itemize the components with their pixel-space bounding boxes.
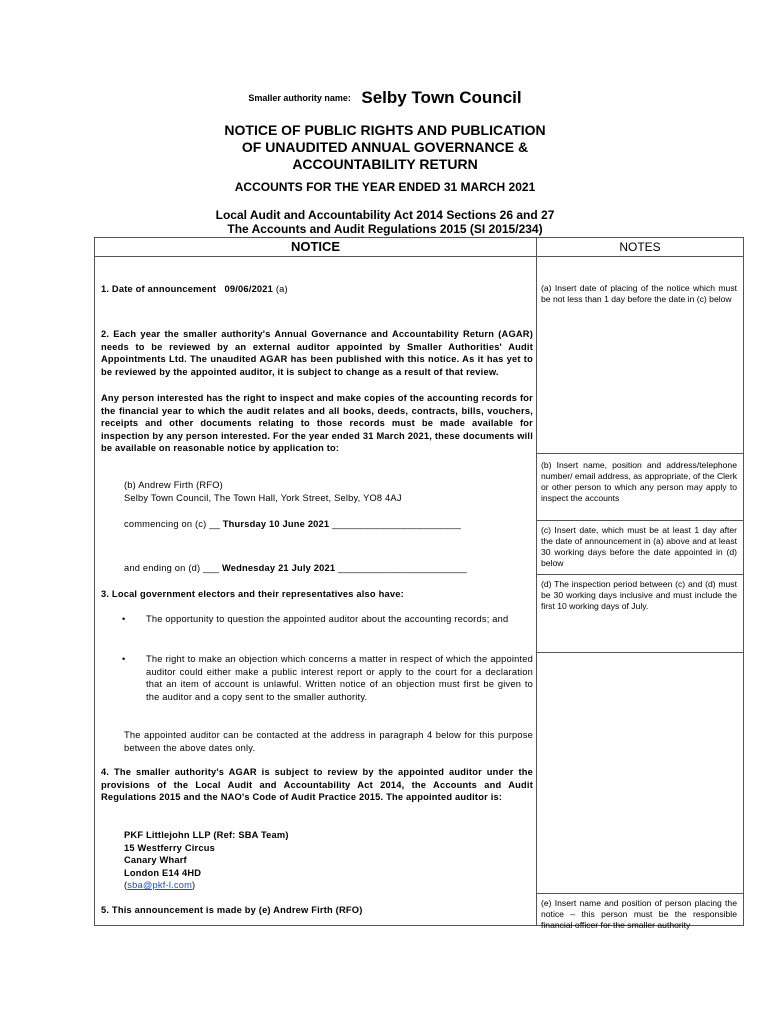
note-c: (c) Insert date, which must be at least 1 day after the date of announcement in (a) above and at least 30 working days before the date appointed in (d) below (541, 525, 737, 568)
ending-blank: ________________________ (335, 563, 467, 573)
accounts-year-subtitle: ACCOUNTS FOR THE YEAR ENDED 31 MARCH 2021 (234, 180, 536, 194)
contact-address: Selby Town Council, The Town Hall, York Street, Selby, YO8 4AJ (124, 492, 402, 503)
auditor-postcode: London E14 4HD (124, 867, 202, 878)
bullet-icon: • (122, 614, 126, 624)
notes-heading: NOTES (537, 238, 744, 257)
ending-date: Wednesday 21 July 2021 (221, 563, 336, 573)
title-line: ACCOUNTABILITY RETURN (292, 156, 478, 172)
notes-column (537, 257, 744, 930)
legislation-references (0, 208, 770, 236)
announcement-date-line (101, 283, 533, 296)
notes-divider (537, 652, 743, 653)
document-title (0, 122, 770, 173)
commencing-blank: ________________________ (329, 519, 461, 529)
ending-line (124, 562, 533, 575)
paragraph-2-agar: 2. Each year the smaller authority's Annual Governance and Accountability Return (AGAR) needs to be reviewed by an external auditor appointed by Smaller Authorities' Audit Appointments Ltd. The unaudited AGAR has been published with this notice. As it has yet to be reviewed by the appointed auditor, it is subject to change as a result of that review. (101, 329, 533, 377)
note-a: (a) Insert date of placing of the notice which must be not less than 1 day before the date in (c) below (541, 283, 737, 304)
commencing-prefix: commencing on (c) __ (124, 519, 220, 529)
note-e: (e) Insert name and position of person placing the notice – this person must be the responsible financial officer for the smaller authority (541, 898, 737, 930)
auditor-name: PKF Littlejohn LLP (Ref: SBA Team) (124, 830, 289, 840)
email-paren-open: ( (124, 880, 128, 890)
paragraph-2-rights: Any person interested has the right to inspect and make copies of the accounting records for the financial year to which the audit relates and all books, deeds, contracts, bills, vouchers, receipts and other documents relating to those records must be made available for inspection by any person interested. For the year ended 31 March 2021, these documents will be available on reasonable notice by application to: (101, 393, 533, 453)
paragraph-4-auditor: 4. The smaller authority's AGAR is subject to review by the appointed auditor under the provisions of the Local Audit and Accountability Act 2014, the Accounts and Audit Regulations 2015 and the NAO's Code of Audit Practice 2015. The appointed auditor is: (101, 767, 533, 802)
announcement-date-label: 1. Date of announcement (101, 284, 217, 294)
announcement-date-ref: (a) (275, 284, 288, 294)
notice-column (95, 257, 537, 926)
auditor-email-line (124, 879, 533, 892)
bullet-question-auditor: The opportunity to question the appointed auditor about the accounting records; and (146, 614, 509, 624)
ending-prefix: and ending on (d) ___ (124, 563, 220, 573)
title-line: NOTICE OF PUBLIC RIGHTS AND PUBLICATION (224, 122, 546, 138)
contact-name: (b) Andrew Firth (RFO) (124, 480, 223, 490)
commencing-line (124, 518, 533, 531)
authority-name-value: Selby Town Council (361, 88, 522, 107)
note-b: (b) Insert name, position and address/telephone number/ email address, as appropriate, of the Clerk or other person to which any person may apply to inspect the accounts (541, 460, 737, 503)
regulation-reference: The Accounts and Audit Regulations 2015 (SI 2015/234) (227, 222, 543, 236)
notes-divider (537, 574, 743, 575)
notes-divider (537, 520, 743, 521)
paragraph-3-heading: 3. Local government electors and their representatives also have: (101, 589, 404, 599)
auditor-contact-note: The appointed auditor can be contacted at the address in paragraph 4 below for this purpose between the above dates only. (124, 730, 533, 753)
bullet-icon: • (122, 654, 126, 664)
authority-name-line (0, 88, 770, 108)
notice-table (94, 237, 744, 930)
note-d: (d) The inspection period between (c) and (d) must be 30 working days inclusive and must include the first 10 working days of July. (541, 579, 737, 611)
notes-divider (537, 453, 743, 454)
title-line: OF UNAUDITED ANNUAL GOVERNANCE & (241, 139, 529, 155)
notice-heading: NOTICE (95, 238, 537, 257)
auditor-address (124, 829, 533, 892)
authority-name-label: Smaller authority name: (248, 93, 351, 103)
announcement-date-value: 09/06/2021 (224, 284, 274, 294)
email-paren-close: ) (192, 880, 196, 890)
notes-divider (537, 893, 743, 894)
inspection-contact (124, 479, 533, 504)
bullet-objection-right: The right to make an objection which concerns a matter in respect of which the appointed auditor could either make a public interest report or apply to the court for a declaration that an item of account is unlawful. Written notice of an objection must first be given to the auditor and a copy sent to the smaller authority. (146, 654, 533, 702)
auditor-street: 15 Westferry Circus (124, 842, 215, 853)
auditor-area: Canary Wharf (124, 855, 187, 865)
commencing-date: Thursday 10 June 2021 (222, 519, 330, 529)
auditor-email-link[interactable]: sba@pkf-l.com (127, 880, 193, 890)
act-reference: Local Audit and Accountability Act 2014 Sections 26 and 27 (215, 208, 555, 222)
paragraph-5-announcer: 5. This announcement is made by (e) Andrew Firth (RFO) (101, 905, 363, 915)
